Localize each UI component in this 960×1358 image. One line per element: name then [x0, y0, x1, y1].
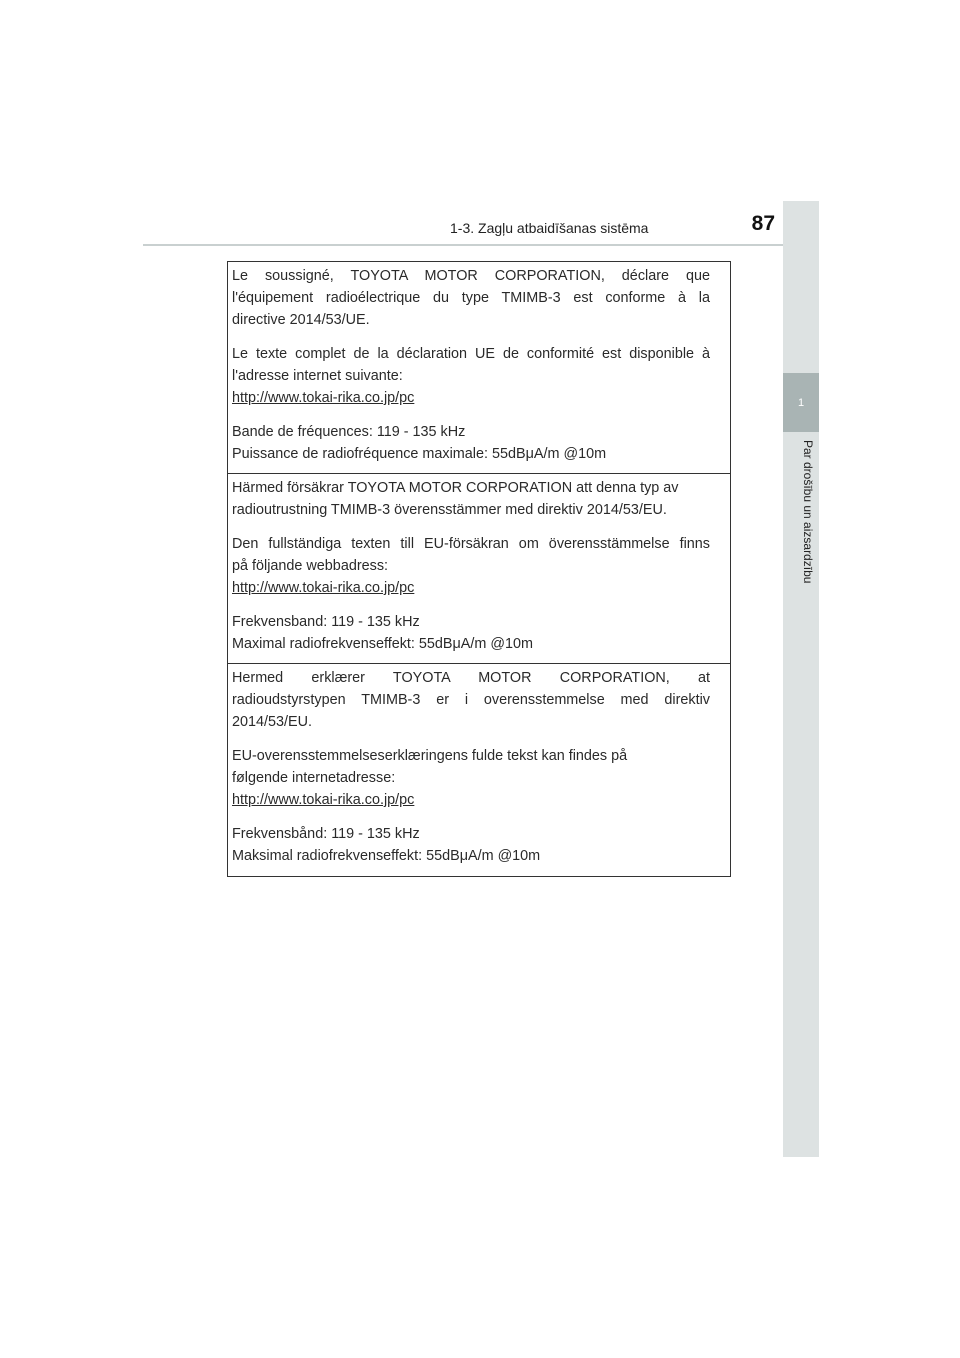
french-frequency: Bande de fréquences: 119 - 135 kHz [232, 424, 466, 440]
swedish-line-2: radioutrustning TMIMB-3 överensstämmer med direktiv 2014/53/EU. [232, 502, 667, 518]
french-line-1: Le soussigné, TOYOTA MOTOR CORPORATION, déclare que [232, 268, 710, 284]
french-line-5: l'adresse internet suivante: [232, 368, 403, 384]
french-power: Puissance de radiofréquence maximale: 55dBμA/m @10m [232, 446, 607, 462]
chapter-side-tab [783, 201, 819, 1157]
header-divider [143, 244, 783, 246]
swedish-power: Maximal radiofrekvenseffekt: 55dBμA/m @10m [232, 636, 533, 652]
danish-line-2: radioudstyrstypen TMIMB-3 er i overensstemmelse med direktiv [232, 692, 710, 708]
swedish-line-3: Den fullständiga texten till EU-försäkran om överensstämmelse finns [232, 536, 710, 552]
french-line-4: Le texte complet de la déclaration UE de conformité est disponible à [232, 346, 710, 362]
danish-link[interactable]: http://www.tokai-rika.co.jp/pc [232, 792, 415, 808]
danish-power: Maksimal radiofrekvenseffekt: 55dBμA/m @10m [232, 848, 541, 864]
danish-line-4: EU-overensstemmelseserklæringens fulde tekst kan findes på [232, 748, 628, 764]
french-line-3: directive 2014/53/UE. [232, 312, 370, 328]
french-line-2: l'équipement radioélectrique du type TMIMB-3 est conforme à la [232, 290, 710, 306]
swedish-line-4: på följande webbadress: [232, 558, 389, 574]
danish-frequency: Frekvensbånd: 119 - 135 kHz [232, 826, 420, 842]
swedish-link[interactable]: http://www.tokai-rika.co.jp/pc [232, 580, 415, 596]
declaration-french [228, 262, 730, 473]
swedish-frequency: Frekvensband: 119 - 135 kHz [232, 614, 420, 630]
swedish-line-1: Härmed försäkrar TOYOTA MOTOR CORPORATION att denna typ av [232, 480, 679, 496]
chapter-title: Par drošību un aizsardzību [801, 440, 815, 584]
declaration-swedish [228, 473, 730, 663]
page-number: 87 [751, 212, 775, 235]
declaration-danish [228, 663, 730, 875]
danish-line-3: 2014/53/EU. [232, 714, 313, 730]
section-title: 1-3. Zagļu atbaidīšanas sistēma [450, 220, 649, 236]
chapter-number-marker [783, 373, 819, 432]
chapter-number: 1 [797, 396, 805, 409]
declaration-table [227, 261, 731, 877]
danish-line-1: Hermed erklærer TOYOTA MOTOR CORPORATION, at [232, 670, 710, 686]
french-link[interactable]: http://www.tokai-rika.co.jp/pc [232, 390, 415, 406]
danish-line-5: følgende internetadresse: [232, 770, 396, 786]
